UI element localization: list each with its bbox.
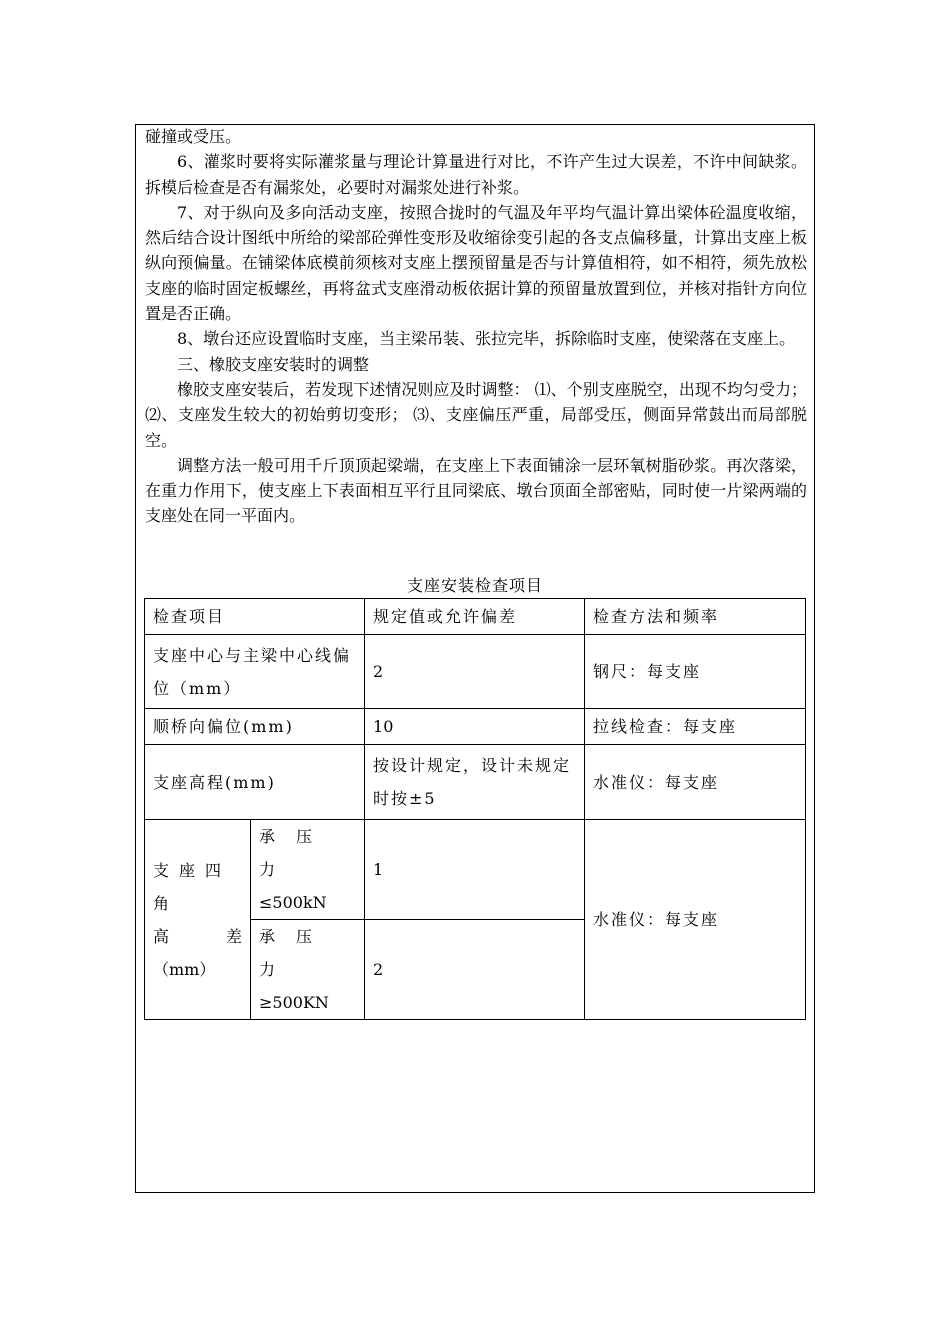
corner-method: 水准仪：每支座 xyxy=(585,820,806,1020)
corner-sub2-cond: ≥500KN xyxy=(259,993,329,1012)
row-item: 支座中心与主梁中心线偏位（mm） xyxy=(145,635,365,709)
row-method: 钢尺：每支座 xyxy=(585,635,806,709)
corner-item xyxy=(145,820,251,1020)
corner-item-text: 支座四角 xyxy=(153,860,232,913)
corner-item-diff: 差 xyxy=(225,926,242,946)
paragraph-6: 调整方法一般可用千斤顶顶起梁端，在支座上下表面铺涂一层环氧树脂砂浆。再次落梁，在重力作用下，使支座上下表面相互平行且同梁底、墩台顶面全部密贴，同时使一片梁两端的支座处在同一平面内。 xyxy=(145,455,807,526)
table-row xyxy=(145,745,806,820)
paragraph-2: 6、灌浆时要将实际灌浆量与理论计算量进行对比，不许产生过大误差，不许中间缺浆。拆模后检查是否有漏浆处，必要时对漏浆处进行补浆。 xyxy=(145,152,807,197)
row-value: 2 xyxy=(365,635,585,709)
header-value: 规定值或允许偏差 xyxy=(365,599,585,635)
table-title: 支座安装检查项目 xyxy=(406,576,543,595)
header-method: 检查方法和频率 xyxy=(585,599,806,635)
body-text xyxy=(145,124,807,529)
inspection-table xyxy=(144,598,806,1020)
paragraph-4: 8、墩台还应设置临时支座，当主梁吊装、张拉完毕，拆除临时支座，使梁落在支座上。 xyxy=(177,329,796,349)
corner-sub1-label: 承压力 xyxy=(259,827,334,879)
corner-sub2-label: 承压力 xyxy=(259,927,334,979)
row-item: 支座高程(mm) xyxy=(145,745,365,820)
table-row-corner-1 xyxy=(145,820,806,920)
table-row xyxy=(145,709,806,745)
paragraph-1: 碰撞或受压。 xyxy=(145,127,242,146)
header-item: 检查项目 xyxy=(145,599,365,635)
row-item: 顺桥向偏位(mm) xyxy=(145,709,365,745)
paragraph-3: 7、对于纵向及多向活动支座，按照合拢时的气温及年平均气温计算出梁体砼温度收缩，然后结合设计图纸中所给的梁部砼弹性变形及收缩徐变引起的各支点偏移量，计算出支座上板纵向预偏量。在铺梁体底模前须核对支座上摆预留量是否与计算值相符，如不相符，须先放松支座的临时固定板螺丝，再将盆式支座滑动板依据计算的预留量放置到位，并核对指针方向位置是否正确。 xyxy=(145,202,807,324)
table-header-row xyxy=(145,599,806,635)
corner-sub1-cond: ≤500kN xyxy=(259,893,327,912)
corner-sub1-value: 1 xyxy=(365,820,585,920)
row-value: 10 xyxy=(365,709,585,745)
table-row xyxy=(145,635,806,709)
section-heading: 三、橡胶支座安装时的调整 xyxy=(177,354,370,374)
paragraph-5: 橡胶支座安装后，若发现下述情况则应及时调整： ⑴、个别支座脱空，出现不均匀受力； ⑵、支座发生较大的初始剪切变形； ⑶、支座偏压严重，局部受压，侧面异常鼓出而局部脱空。 xyxy=(145,379,807,450)
corner-item-line2 xyxy=(153,920,242,953)
corner-item-high: 高 xyxy=(153,926,170,946)
row-method: 水准仪：每支座 xyxy=(585,745,806,820)
corner-item-unit: （mm） xyxy=(153,959,216,979)
row-value: 按设计规定，设计未规定时按±5 xyxy=(365,745,585,820)
corner-sub2 xyxy=(251,920,365,1020)
corner-item-line1 xyxy=(153,854,242,920)
corner-sub1 xyxy=(251,820,365,920)
corner-sub2-value: 2 xyxy=(365,920,585,1020)
row-method: 拉线检查：每支座 xyxy=(585,709,806,745)
